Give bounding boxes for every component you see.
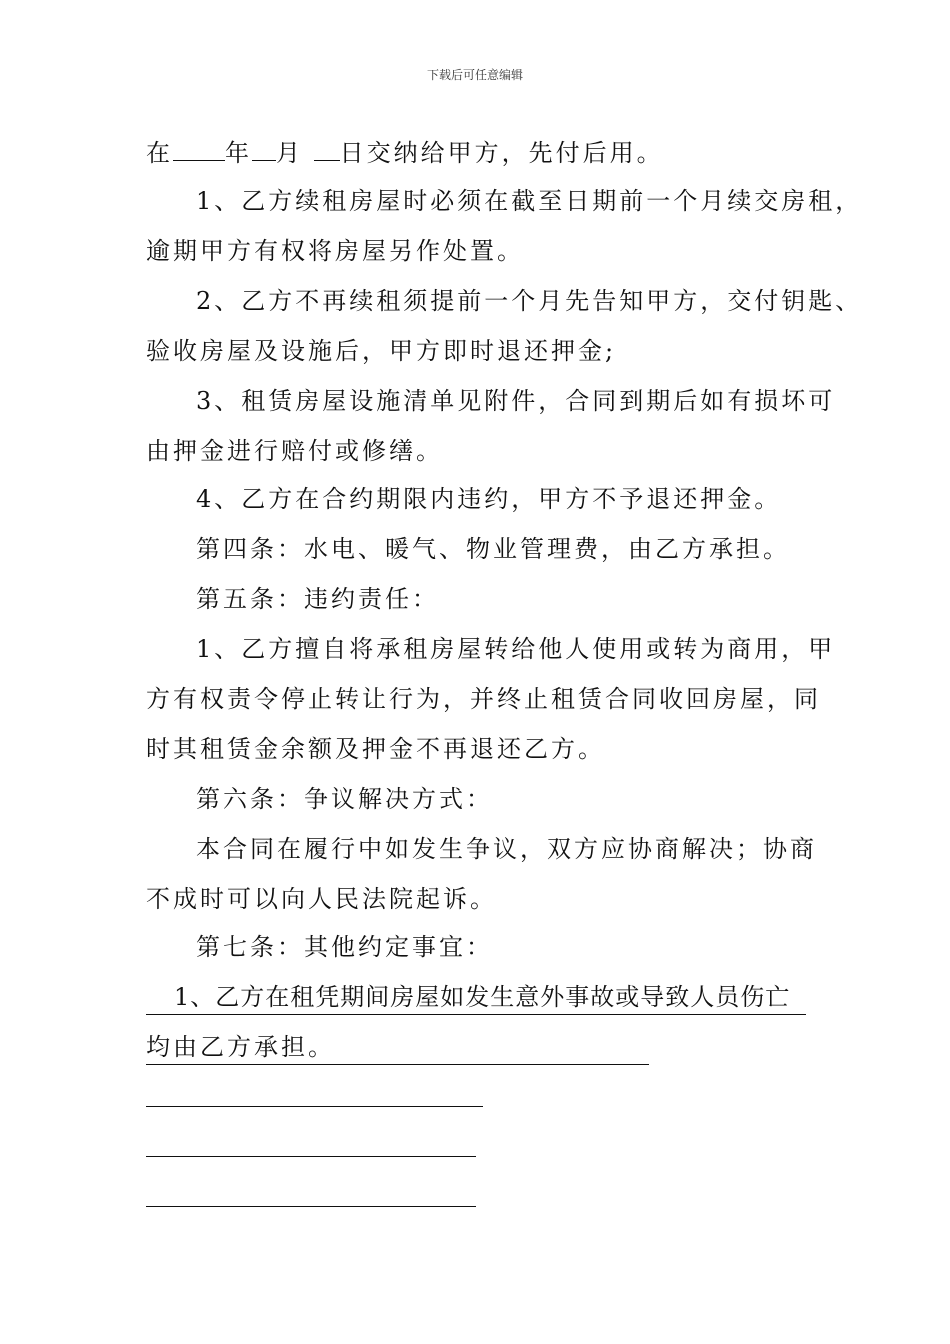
text-segment: 年 xyxy=(225,139,252,167)
clause-line: 3、租赁房屋设施清单见附件，合同到期后如有损坏可 xyxy=(196,387,836,415)
clause-line: 验收房屋及设施后，甲方即时退还押金; xyxy=(146,337,617,365)
article-4: 第四条：水电、暖气、物业管理费，由乙方承担。 xyxy=(196,535,790,563)
clause-line: 1、乙方擅自将承租房屋转给他人使用或转为商用，甲 xyxy=(196,635,836,663)
paragraph-payment-line xyxy=(146,138,664,168)
blank-year xyxy=(173,138,225,161)
blank-day xyxy=(314,138,340,161)
text-segment: 日交纳给甲方，先付后用。 xyxy=(339,139,664,167)
text-segment: 在 xyxy=(146,139,173,167)
article-7-heading: 第七条：其他约定事宜： xyxy=(196,933,493,961)
clause-line: 逾期甲方有权将房屋另作处置。 xyxy=(146,237,524,265)
underlined-clause-line: 均由乙方承担。 xyxy=(146,1032,649,1065)
clause-line: 2、乙方不再续租须提前一个月先告知甲方，交付钥匙、 xyxy=(196,287,863,315)
blank-fill-line xyxy=(146,1106,483,1107)
blank-fill-line xyxy=(146,1156,476,1157)
clause-line: 方有权责令停止转让行为，并终止租赁合同收回房屋，同 xyxy=(146,685,821,713)
clause-line: 由押金进行赔付或修缮。 xyxy=(146,437,443,465)
text-segment: 月 xyxy=(276,139,303,167)
page-header: 下载后可任意编辑 xyxy=(426,68,523,82)
clause-line: 不成时可以向人民法院起诉。 xyxy=(146,885,497,913)
clause-line: 本合同在履行中如发生争议，双方应协商解决；协商 xyxy=(196,835,817,863)
blank-fill-line xyxy=(146,1206,476,1207)
article-5-heading: 第五条：违约责任： xyxy=(196,585,439,613)
article-6-heading: 第六条：争议解决方式： xyxy=(196,785,493,813)
clause-line: 1、乙方续租房屋时必须在截至日期前一个月续交房租， xyxy=(196,187,863,215)
clause-line: 时其租赁金余额及押金不再退还乙方。 xyxy=(146,735,605,763)
underlined-clause-line: 1、乙方在租凭期间房屋如发生意外事故或导致人员伤亡 xyxy=(146,982,806,1015)
blank-month xyxy=(252,138,276,161)
clause-line: 4、乙方在合约期限内违约，甲方不予退还押金。 xyxy=(196,485,782,513)
